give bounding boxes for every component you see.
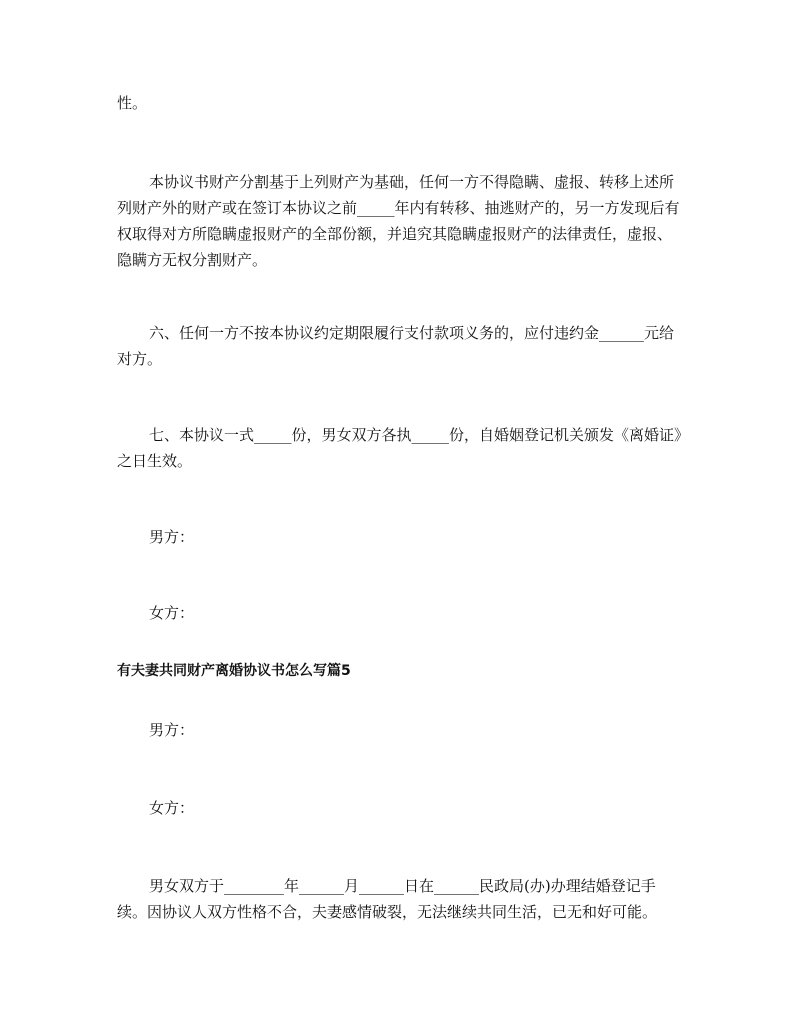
paragraph-clause-6: 六、任何一方不按本协议约定期限履行支付款项义务的，应付违约金______元给对方。 [117, 324, 675, 368]
party-male-label: 男方： [149, 721, 195, 739]
paragraph-marriage-intro: 男女双方于________年______月______日在______民政局(办)办理结婚登记手续。因协议人双方性格不合，夫妻感情破裂，无法继续共同生活，已无和好可能。 [117, 877, 658, 921]
section-heading: 有夫妻共同财产离婚协议书怎么写篇5 [117, 663, 351, 679]
paragraph-continuation: 性。 [117, 94, 148, 112]
paragraph-clause-7: 七、本协议一式_____份，男女双方各执_____份，自婚姻登记机关颁发《离婚证》之日生效。 [117, 426, 682, 470]
signature-male-label: 男方： [149, 528, 195, 546]
signature-female-label: 女方： [149, 604, 195, 622]
paragraph-property-clause: 本协议书财产分割基于上列财产为基础，任何一方不得隐瞒、虚报、转移上述所列财产外的财产或在签订本协议之前_____年内有转移、抽逃财产的，另一方发现后有权取得对方所隐瞒虚报财产的全部份额，并追究其隐瞒虚报财产的法律责任，虚报、隐瞒方无权分割财产。 [117, 173, 680, 269]
party-female-label: 女方： [149, 799, 195, 817]
